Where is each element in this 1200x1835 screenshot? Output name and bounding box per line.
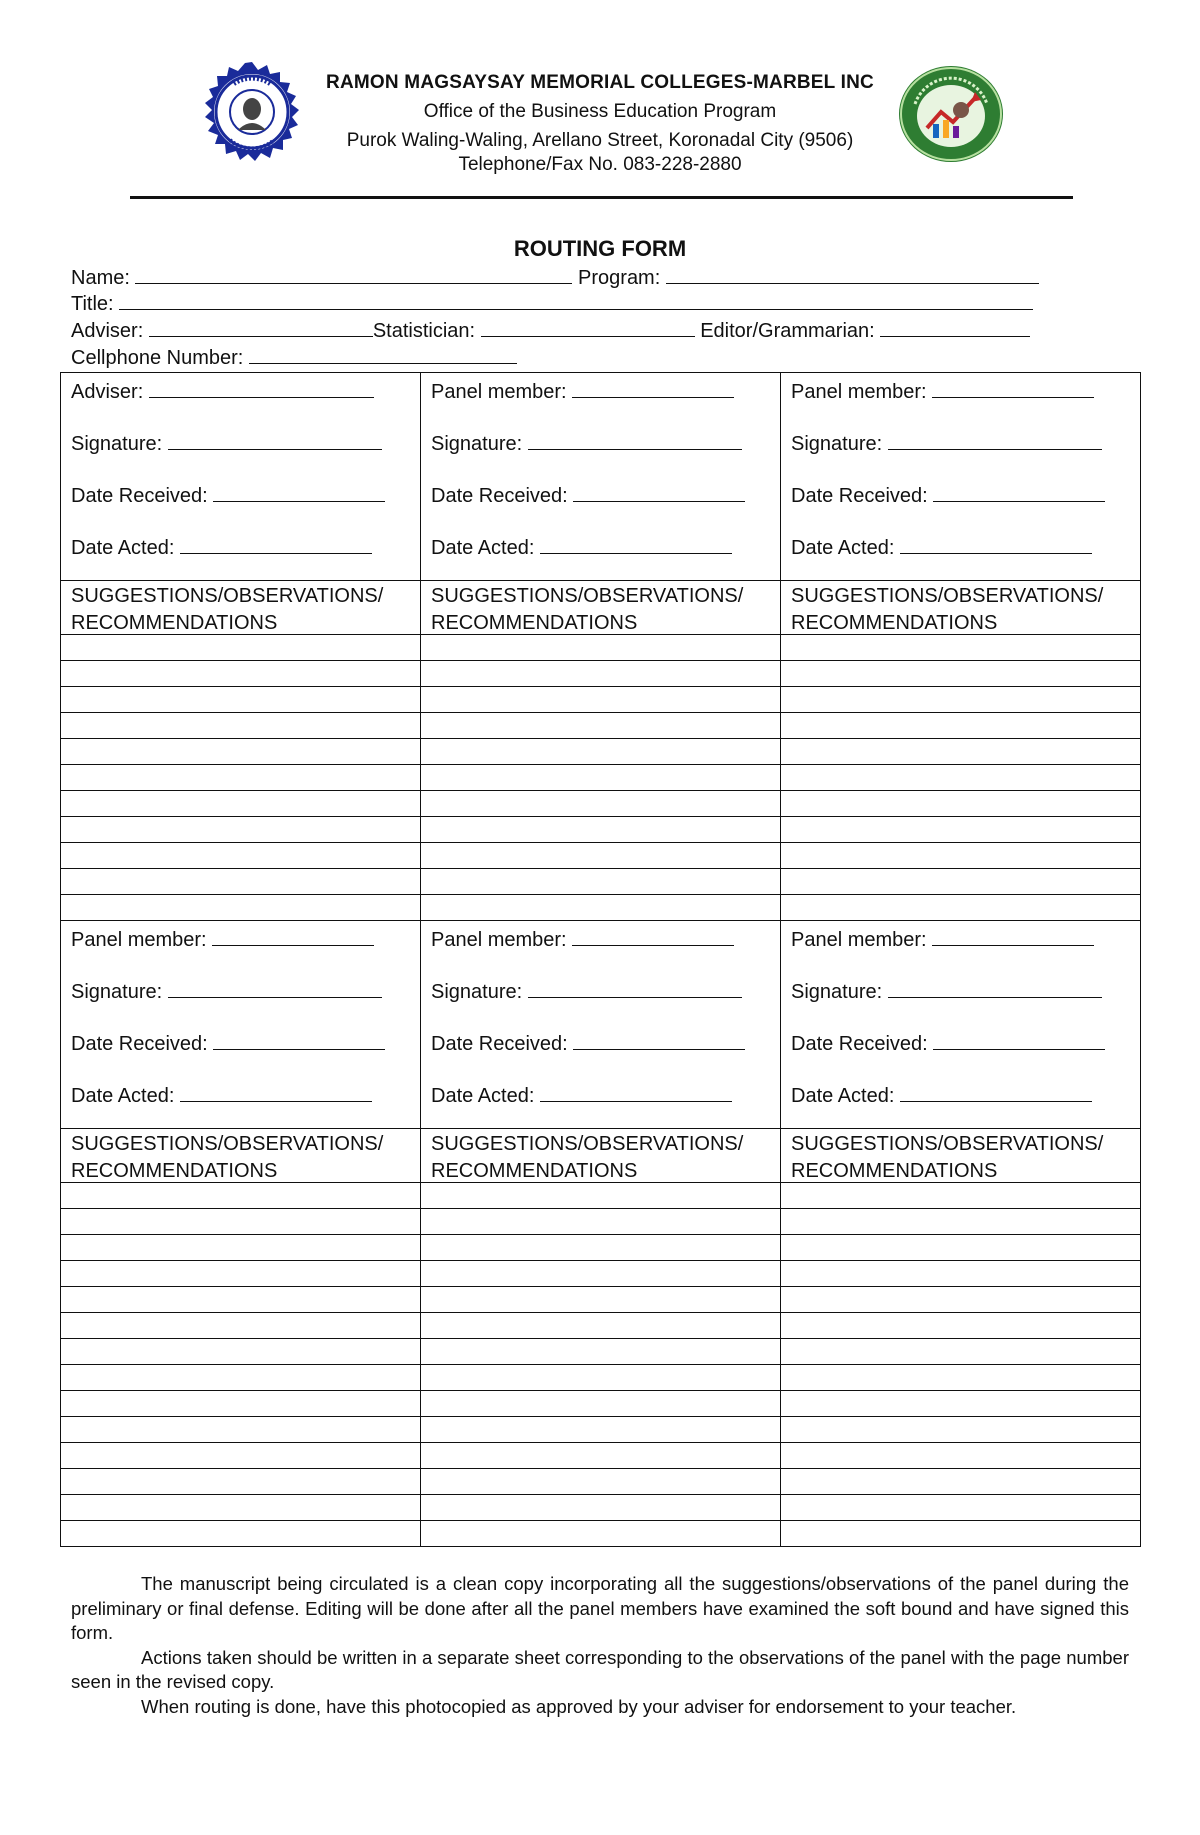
writing-line[interactable] — [61, 738, 420, 764]
writing-line[interactable] — [421, 1312, 780, 1338]
role-label: Adviser: — [71, 381, 144, 403]
editor-label: Editor/Grammarian: — [700, 320, 875, 342]
writing-line[interactable] — [421, 634, 780, 660]
adviser-label: Adviser: — [71, 320, 144, 342]
date-acted-field[interactable] — [180, 535, 372, 554]
reviewer-block — [60, 920, 420, 1546]
instructions — [71, 1572, 1129, 1719]
name-label: Name: — [71, 267, 130, 289]
date-received-label: Date Received: — [431, 1033, 568, 1055]
date-received-label: Date Received: — [71, 1033, 208, 1055]
suggestions-heading: SUGGESTIONS/OBSERVATIONS/ — [71, 585, 384, 607]
adviser-field[interactable] — [149, 318, 373, 337]
date-received-label: Date Received: — [791, 485, 928, 507]
statistician-label: Statistician: — [372, 320, 476, 342]
writing-line[interactable] — [421, 1416, 780, 1442]
program-label: Program: — [578, 267, 661, 289]
reviewer-grid-bottom — [60, 920, 1141, 1547]
writing-line[interactable] — [781, 1208, 1140, 1234]
date-received-field[interactable] — [213, 1031, 385, 1050]
writing-line[interactable] — [781, 1468, 1140, 1494]
signature-label: Signature: — [791, 433, 883, 455]
writing-line[interactable] — [781, 842, 1140, 868]
writing-line[interactable] — [781, 1520, 1140, 1546]
office-name: Office of the Business Education Program — [423, 101, 777, 122]
writing-line[interactable] — [61, 634, 420, 660]
date-acted-label: Date Acted: — [791, 537, 895, 559]
writing-line[interactable] — [421, 1494, 780, 1520]
writing-line[interactable] — [61, 868, 420, 894]
suggestion-lines[interactable] — [781, 634, 1140, 920]
writing-line[interactable] — [421, 1260, 780, 1286]
writing-line[interactable] — [61, 660, 420, 686]
role-field[interactable] — [212, 927, 374, 946]
signature-label: Signature: — [71, 981, 163, 1003]
signature-field[interactable] — [888, 979, 1102, 998]
writing-line[interactable] — [421, 790, 780, 816]
signature-label: Signature: — [431, 981, 523, 1003]
writing-line[interactable] — [61, 1390, 420, 1416]
writing-line[interactable] — [61, 1416, 420, 1442]
writing-line[interactable] — [781, 1260, 1140, 1286]
date-received-field[interactable] — [573, 1031, 745, 1050]
role-field[interactable] — [149, 379, 374, 398]
writing-line[interactable] — [61, 686, 420, 712]
reviewer-block — [420, 920, 780, 1546]
writing-line[interactable] — [781, 1442, 1140, 1468]
writing-line[interactable] — [781, 1390, 1140, 1416]
writing-line[interactable] — [421, 1182, 780, 1208]
title-field[interactable] — [119, 291, 1033, 310]
writing-line[interactable] — [421, 712, 780, 738]
school-seal-logo — [200, 62, 304, 166]
role-label: Panel member: — [71, 929, 207, 951]
date-received-label: Date Received: — [71, 485, 208, 507]
form-title: ROUTING FORM — [513, 236, 687, 261]
name-program-row — [71, 265, 1039, 290]
signature-field[interactable] — [528, 979, 742, 998]
writing-line[interactable] — [781, 1364, 1140, 1390]
date-acted-field[interactable] — [180, 1083, 372, 1102]
date-acted-label: Date Acted: — [791, 1085, 895, 1107]
writing-line[interactable] — [61, 1260, 420, 1286]
writing-line[interactable] — [61, 1520, 420, 1546]
writing-line[interactable] — [421, 1364, 780, 1390]
role-label: Panel member: — [431, 381, 567, 403]
writing-line[interactable] — [781, 712, 1140, 738]
suggestion-lines[interactable] — [421, 1182, 780, 1546]
recommendations-heading: RECOMMENDATIONS — [71, 612, 278, 634]
cellphone-label: Cellphone Number: — [71, 347, 244, 369]
writing-line[interactable] — [61, 1234, 420, 1260]
writing-line[interactable] — [421, 686, 780, 712]
writing-line[interactable] — [781, 738, 1140, 764]
suggestion-lines[interactable] — [781, 1182, 1140, 1546]
writing-line[interactable] — [421, 660, 780, 686]
writing-line[interactable] — [781, 634, 1140, 660]
writing-line[interactable] — [61, 842, 420, 868]
writing-line[interactable] — [781, 894, 1140, 920]
writing-line[interactable] — [421, 868, 780, 894]
recommendations-heading: RECOMMENDATIONS — [791, 612, 998, 634]
writing-line[interactable] — [781, 660, 1140, 686]
date-received-field[interactable] — [933, 1031, 1105, 1050]
writing-line[interactable] — [61, 1468, 420, 1494]
title-label: Title: — [71, 293, 114, 315]
writing-line[interactable] — [781, 790, 1140, 816]
writing-line[interactable] — [421, 894, 780, 920]
writing-line[interactable] — [781, 1182, 1140, 1208]
reviewer-grid-top — [60, 372, 1141, 920]
writing-line[interactable] — [421, 764, 780, 790]
editor-field[interactable] — [880, 318, 1030, 337]
writing-line[interactable] — [61, 1182, 420, 1208]
suggestions-heading: SUGGESTIONS/OBSERVATIONS/ — [71, 1133, 384, 1155]
writing-line[interactable] — [781, 1286, 1140, 1312]
writing-line[interactable] — [61, 1312, 420, 1338]
writing-line[interactable] — [421, 1468, 780, 1494]
writing-line[interactable] — [781, 1312, 1140, 1338]
recommendations-heading: RECOMMENDATIONS — [71, 1160, 278, 1182]
role-label: Panel member: — [431, 929, 567, 951]
cellphone-field[interactable] — [249, 345, 517, 364]
program-field[interactable] — [666, 265, 1039, 284]
date-acted-label: Date Acted: — [431, 537, 535, 559]
recommendations-heading: RECOMMENDATIONS — [431, 612, 638, 634]
writing-line[interactable] — [61, 816, 420, 842]
writing-line[interactable] — [781, 868, 1140, 894]
signature-field[interactable] — [528, 431, 742, 450]
date-acted-label: Date Acted: — [71, 1085, 175, 1107]
writing-line[interactable] — [421, 1234, 780, 1260]
reviewer-block — [780, 920, 1141, 1546]
instruction-paragraph: Actions taken should be written in a separate sheet corresponding to the observations of the panel with the page number seen in the revised copy. — [71, 1646, 1129, 1692]
reviewer-block — [780, 372, 1141, 920]
writing-line[interactable] — [421, 1338, 780, 1364]
title-row — [71, 291, 1033, 316]
suggestions-heading: SUGGESTIONS/OBSERVATIONS/ — [431, 585, 744, 607]
role-field[interactable] — [572, 379, 734, 398]
suggestions-heading: SUGGESTIONS/OBSERVATIONS/ — [431, 1133, 744, 1155]
writing-line[interactable] — [421, 816, 780, 842]
writing-line[interactable] — [781, 764, 1140, 790]
statistician-field[interactable] — [481, 318, 695, 337]
date-acted-label: Date Acted: — [71, 537, 175, 559]
adviser-row — [71, 318, 1030, 343]
writing-line[interactable] — [61, 1364, 420, 1390]
cellphone-row — [71, 345, 517, 370]
college-of-business-logo — [897, 64, 1005, 164]
instruction-paragraph: When routing is done, have this photocopied as approved by your adviser for endorsement to your teacher. — [141, 1695, 1017, 1717]
suggestion-lines[interactable] — [421, 634, 780, 920]
date-received-label: Date Received: — [431, 485, 568, 507]
writing-line[interactable] — [421, 1390, 780, 1416]
date-received-field[interactable] — [573, 483, 745, 502]
writing-line[interactable] — [421, 1286, 780, 1312]
writing-line[interactable] — [421, 1208, 780, 1234]
date-received-field[interactable] — [933, 483, 1105, 502]
signature-field[interactable] — [888, 431, 1102, 450]
suggestions-heading: SUGGESTIONS/OBSERVATIONS/ — [791, 1133, 1104, 1155]
school-telephone: Telephone/Fax No. 083-228-2880 — [458, 154, 742, 175]
role-label: Panel member: — [791, 381, 927, 403]
date-received-field[interactable] — [213, 483, 385, 502]
suggestion-lines[interactable] — [61, 1182, 420, 1546]
writing-line[interactable] — [61, 764, 420, 790]
role-field[interactable] — [932, 927, 1094, 946]
writing-line[interactable] — [421, 842, 780, 868]
signature-label: Signature: — [431, 433, 523, 455]
writing-line[interactable] — [61, 1338, 420, 1364]
writing-line[interactable] — [61, 1208, 420, 1234]
signature-field[interactable] — [168, 979, 382, 998]
signature-label: Signature: — [71, 433, 163, 455]
writing-line[interactable] — [421, 738, 780, 764]
suggestion-lines[interactable] — [61, 634, 420, 920]
writing-line[interactable] — [61, 712, 420, 738]
date-received-label: Date Received: — [791, 1033, 928, 1055]
suggestions-heading: SUGGESTIONS/OBSERVATIONS/ — [791, 585, 1104, 607]
writing-line[interactable] — [61, 1494, 420, 1520]
instruction-paragraph: The manuscript being circulated is a clean copy incorporating all the suggestions/observations of the panel during the preliminary or final defense. Editing will be done after all the panel members have examined the soft bound and have signed this form. — [71, 1573, 1129, 1643]
signature-label: Signature: — [791, 981, 883, 1003]
role-field[interactable] — [572, 927, 734, 946]
recommendations-heading: RECOMMENDATIONS — [791, 1160, 998, 1182]
writing-line[interactable] — [61, 1442, 420, 1468]
role-field[interactable] — [932, 379, 1094, 398]
writing-line[interactable] — [781, 686, 1140, 712]
name-field[interactable] — [135, 265, 572, 284]
writing-line[interactable] — [781, 1416, 1140, 1442]
date-acted-field[interactable] — [540, 1083, 732, 1102]
writing-line[interactable] — [781, 1494, 1140, 1520]
writing-line[interactable] — [61, 1286, 420, 1312]
school-address: Purok Waling-Waling, Arellano Street, Koronadal City (9506) — [346, 130, 854, 151]
writing-line[interactable] — [61, 894, 420, 920]
writing-line[interactable] — [61, 790, 420, 816]
date-acted-field[interactable] — [900, 535, 1092, 554]
grid-bottom-edge — [60, 1546, 1141, 1547]
date-acted-field[interactable] — [900, 1083, 1092, 1102]
reviewer-block — [60, 372, 420, 920]
recommendations-heading: RECOMMENDATIONS — [431, 1160, 638, 1182]
signature-field[interactable] — [168, 431, 382, 450]
writing-line[interactable] — [421, 1520, 780, 1546]
writing-line[interactable] — [421, 1442, 780, 1468]
writing-line[interactable] — [781, 816, 1140, 842]
reviewer-block — [420, 372, 780, 920]
date-acted-field[interactable] — [540, 535, 732, 554]
writing-line[interactable] — [781, 1234, 1140, 1260]
date-acted-label: Date Acted: — [431, 1085, 535, 1107]
writing-line[interactable] — [781, 1338, 1140, 1364]
role-label: Panel member: — [791, 929, 927, 951]
school-name: RAMON MAGSAYSAY MEMORIAL COLLEGES-MARBEL INC — [326, 72, 874, 93]
header-divider — [130, 196, 1073, 199]
